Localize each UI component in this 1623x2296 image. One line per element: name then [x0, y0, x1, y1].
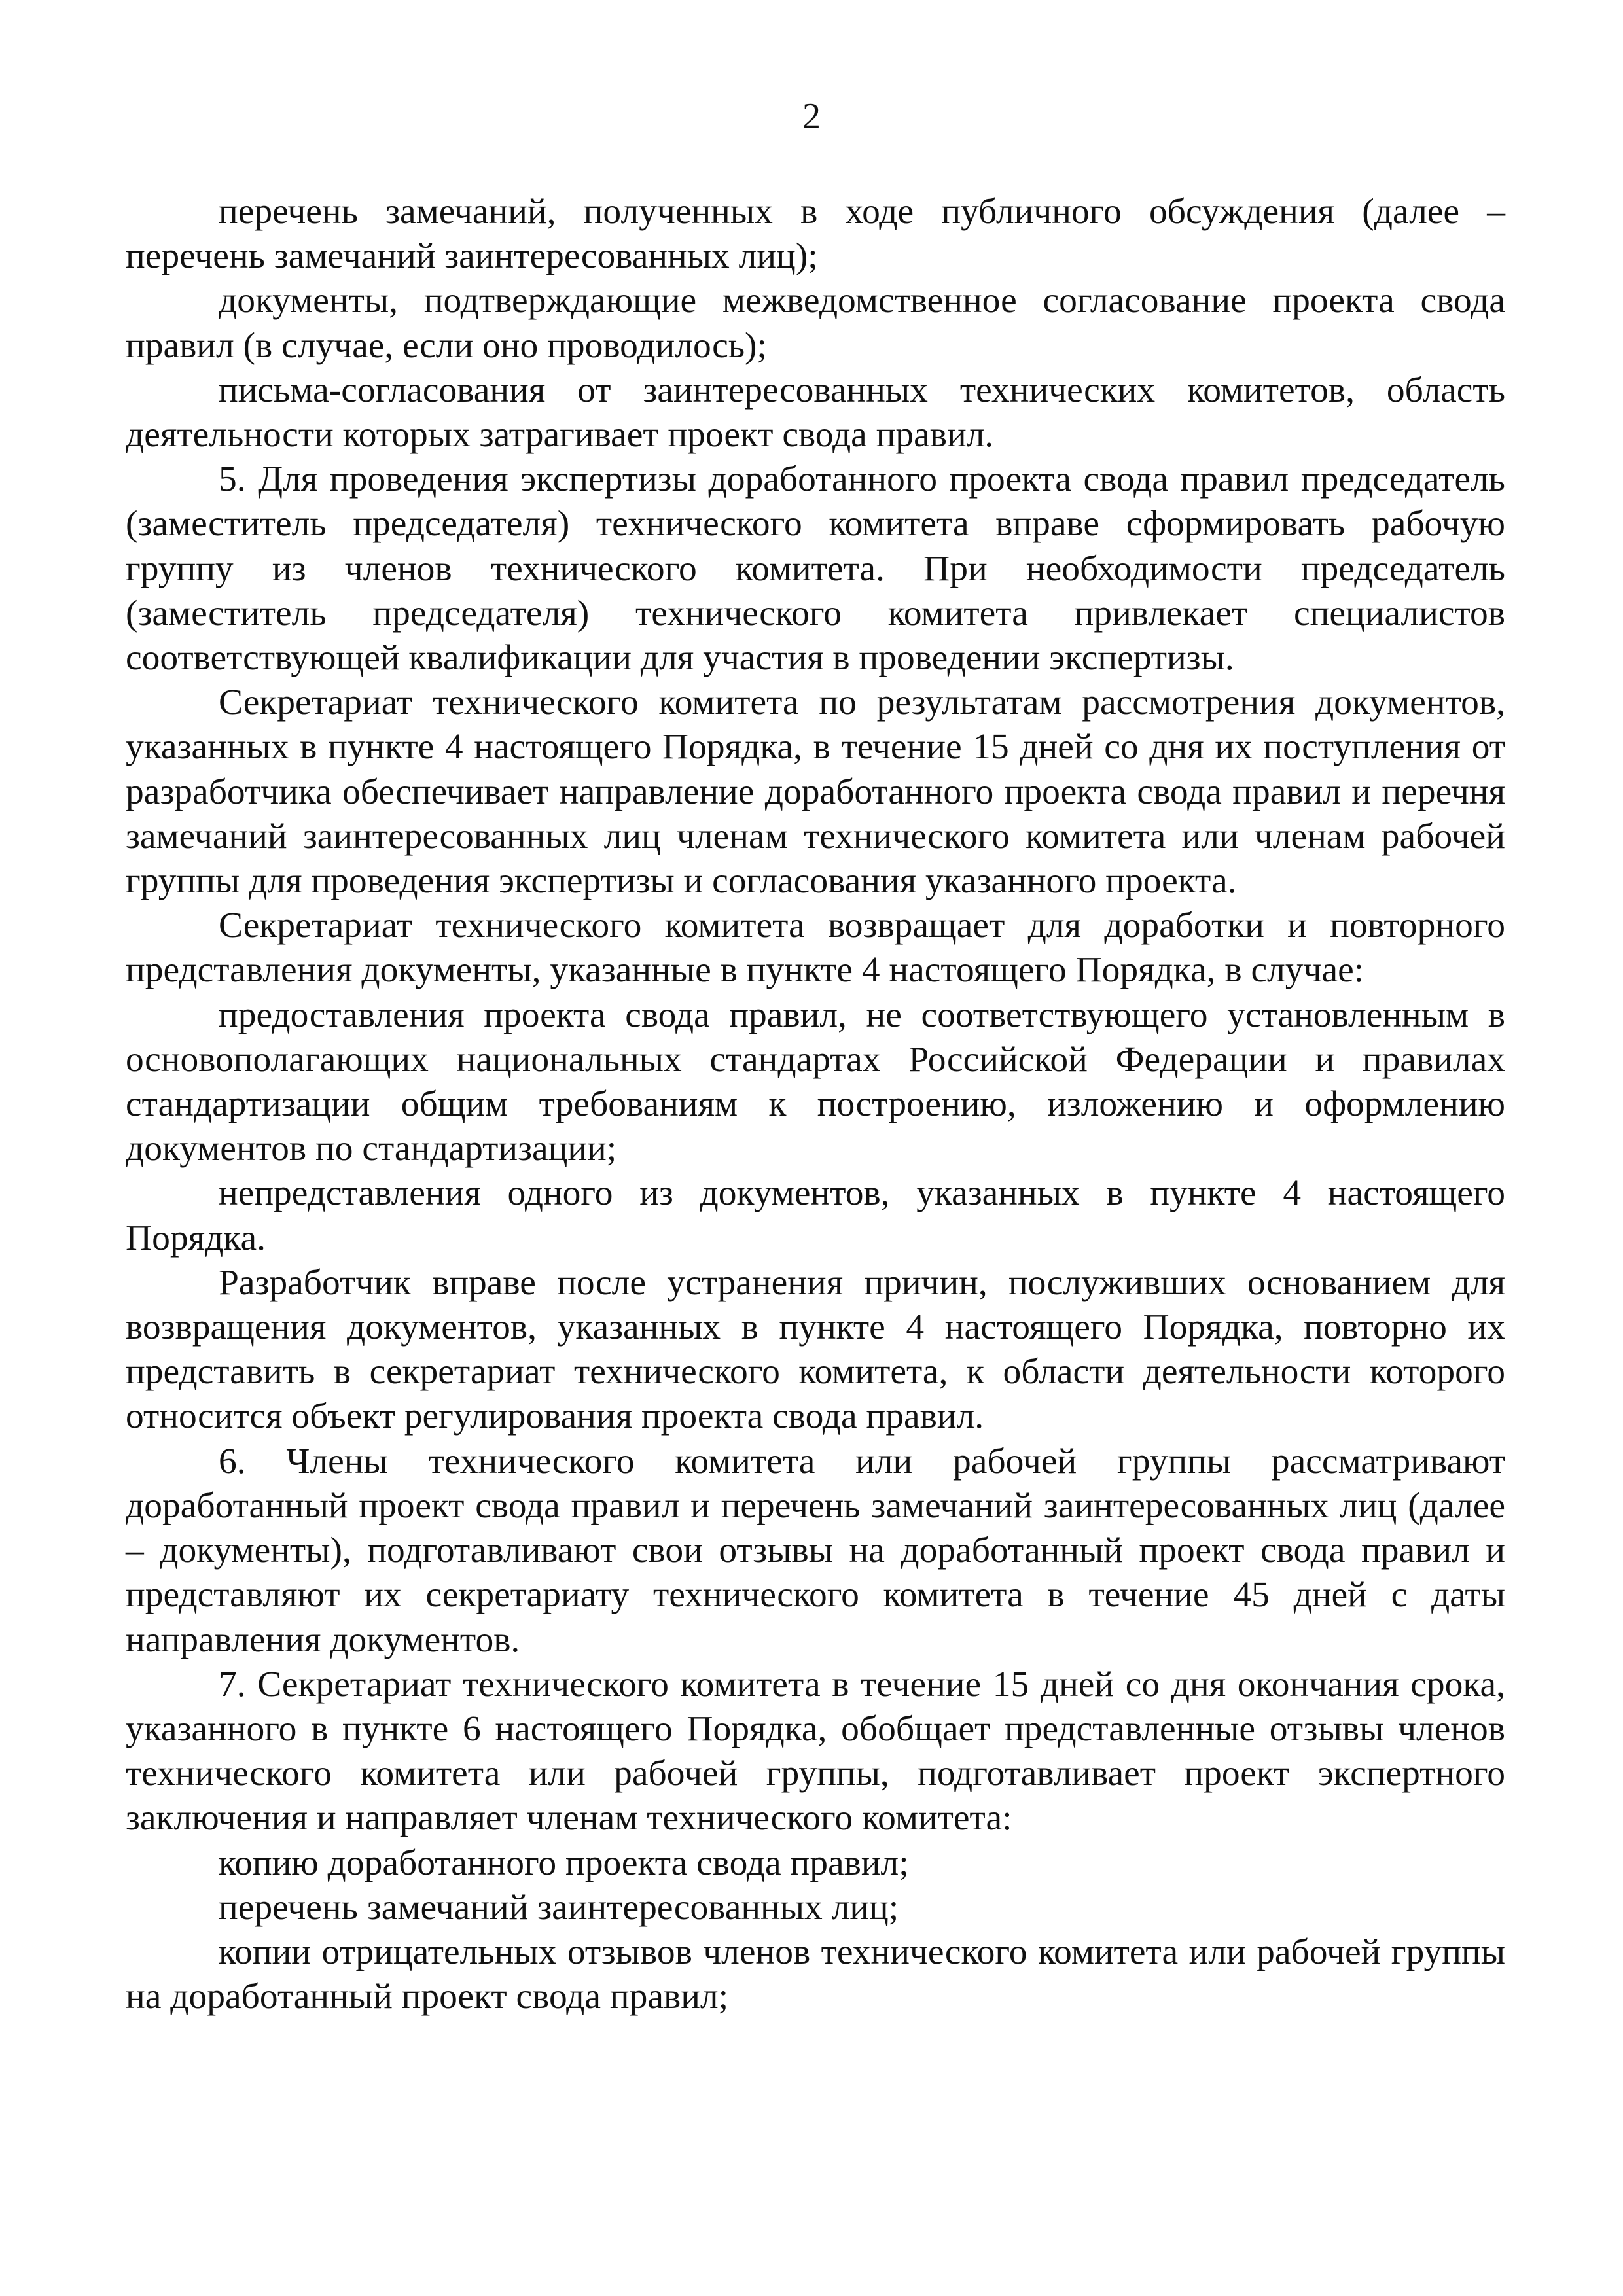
paragraph: Секретариат технического комитета возвращает для доработки и повторного представления документы, указанные в пункте 4 настоящего Порядка, в случае: [126, 906, 1505, 991]
paragraph: перечень замечаний, полученных в ходе публичного обсуждения (далее – перечень замечаний заинтересованных лиц); [126, 192, 1505, 277]
paragraph: копии отрицательных отзывов членов технического комитета или рабочей группы на доработанный проект свода правил; [126, 1932, 1505, 2017]
page-number: 2 [802, 96, 821, 137]
paragraph: 5. Для проведения экспертизы доработанного проекта свода правил председатель (заместитель председателя) технического комитета вправе сформировать рабочую группу из членов технического комитета. При необходимости председатель (заместитель председателя) технического комитета привлекает специалистов соответствующей квалификации для участия в проведении экспертизы. [126, 459, 1505, 679]
paragraph: Секретариат технического комитета по результатам рассмотрения документов, указанных в пункте 4 настоящего Порядка, в течение 15 дней со дня их поступления от разработчика обеспечивает направление доработанного проекта свода правил и перечня замечаний заинтересованных лиц членам технического комитета или членам рабочей группы для проведения экспертизы и согласования указанного проекта. [126, 682, 1505, 902]
paragraph: документы, подтверждающие межведомственное согласование проекта свода правил (в случае, если оно проводилось); [126, 281, 1505, 366]
paragraph: 7. Секретариат технического комитета в течение 15 дней со дня окончания срока, указанного в пункте 6 настоящего Порядка, обобщает представленные отзывы членов технического комитета или рабочей группы, подготавливает проект экспертного заключения и направляет членам технического комитета: [126, 1664, 1505, 1839]
paragraph: Разработчик вправе после устранения причин, послуживших основанием для возвращения документов, указанных в пункте 4 настоящего Порядка, повторно их представить в секретариат технического комитета, к области деятельности которого относится объект регулирования проекта свода правил. [126, 1262, 1505, 1437]
paragraph: предоставления проекта свода правил, не соответствующего установленным в основополагающих национальных стандартах Российской Федерации и правилах стандартизации общим требованиям к построению, изложению и оформлению документов по стандартизации; [126, 995, 1505, 1169]
paragraph: 6. Члены технического комитета или рабочей группы рассматривают доработанный проект свода правил и перечень замечаний заинтересованных лиц (далее – документы), подготавливают свои отзывы на доработанный проект свода правил и представляют их секретариату технического комитета в течение 45 дней с даты направления документов. [126, 1441, 1505, 1660]
paragraph: письма-согласования от заинтересованных технических комитетов, область деятельности которых затрагивает проект свода правил. [126, 370, 1505, 455]
document-body [126, 190, 1505, 2019]
paragraph: непредставления одного из документов, указанных в пункте 4 настоящего Порядка. [126, 1173, 1505, 1258]
paragraph: перечень замечаний заинтересованных лиц; [219, 1887, 899, 1928]
paragraph: копию доработанного проекта свода правил; [219, 1843, 909, 1883]
